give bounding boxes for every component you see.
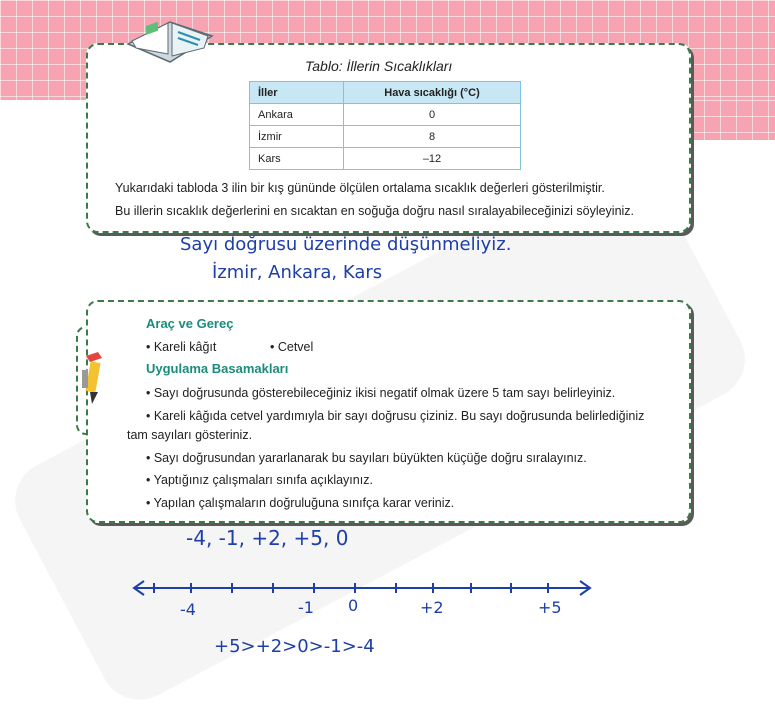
city-cell: İzmir bbox=[250, 126, 344, 148]
table-row bbox=[250, 148, 521, 170]
step-item: • Kareli kâğıda cetvel yardımıyla bir sayı doğrusu çiziniz. Bu sayı doğrusunda belirlediğiniz bbox=[146, 409, 645, 423]
step-item: • Sayı doğrusundan yararlanarak bu sayıları büyükten küçüğe doğru sıralayınız. bbox=[146, 451, 587, 465]
table-row bbox=[250, 104, 521, 126]
intro-line-1: Yukarıdaki tabloda 3 ilin bir kış gününde ölçülen ortalama sıcaklık değerleri gösterilmiştir. bbox=[115, 181, 605, 195]
header-cities: İller bbox=[250, 82, 344, 104]
step-item: • Sayı doğrusunda gösterebileceğiniz ikisi negatif olmak üzere 5 tam sayı belirleyiniz. bbox=[146, 386, 616, 400]
temp-cell: 8 bbox=[344, 126, 521, 148]
open-book-icon bbox=[124, 14, 216, 66]
pencil-tools-icon bbox=[80, 348, 108, 410]
handwritten-note-1: Sayı doğrusu üzerinde düşünmeliyiz. bbox=[180, 234, 512, 255]
numberline-label: 0 bbox=[348, 596, 359, 615]
step-item: • Yapılan çalışmaların doğruluğuna sınıfça karar veriniz. bbox=[146, 496, 455, 510]
step-item: • Yaptığınız çalışmaları sınıfa açıklayınız. bbox=[146, 473, 373, 487]
material-item: • Cetvel bbox=[270, 340, 314, 354]
table-title: Tablo: İllerin Sıcaklıkları bbox=[305, 58, 453, 74]
intro-line-2: Bu illerin sıcaklık değerlerini en sıcaktan en soğuğa doğru nasıl sıralayabileceğinizi söyleyiniz. bbox=[115, 204, 635, 218]
step-item-continued: tam sayıları gösteriniz. bbox=[127, 428, 253, 442]
numberline-label: -4 bbox=[180, 600, 196, 619]
handwritten-number-list: -4, -1, +2, +5, 0 bbox=[186, 526, 349, 550]
steps-heading: Uygulama Basamakları bbox=[146, 361, 289, 376]
table-row bbox=[250, 126, 521, 148]
numberline-label: +2 bbox=[420, 598, 444, 617]
numberline-label: +5 bbox=[538, 598, 562, 617]
temperature-table bbox=[249, 81, 521, 170]
city-cell: Ankara bbox=[250, 104, 344, 126]
handwritten-comparison: +5>+2>0>-1>-4 bbox=[214, 636, 375, 657]
number-line bbox=[128, 576, 598, 606]
table-header-row bbox=[250, 82, 521, 104]
temp-cell: –12 bbox=[344, 148, 521, 170]
numberline-label: -1 bbox=[298, 598, 314, 617]
materials-heading: Araç ve Gereç bbox=[146, 316, 234, 331]
material-item: • Kareli kâğıt bbox=[146, 340, 217, 354]
handwritten-note-2: İzmir, Ankara, Kars bbox=[212, 262, 383, 283]
temp-cell: 0 bbox=[344, 104, 521, 126]
city-cell: Kars bbox=[250, 148, 344, 170]
header-temperature: Hava sıcaklığı (°C) bbox=[344, 82, 521, 104]
